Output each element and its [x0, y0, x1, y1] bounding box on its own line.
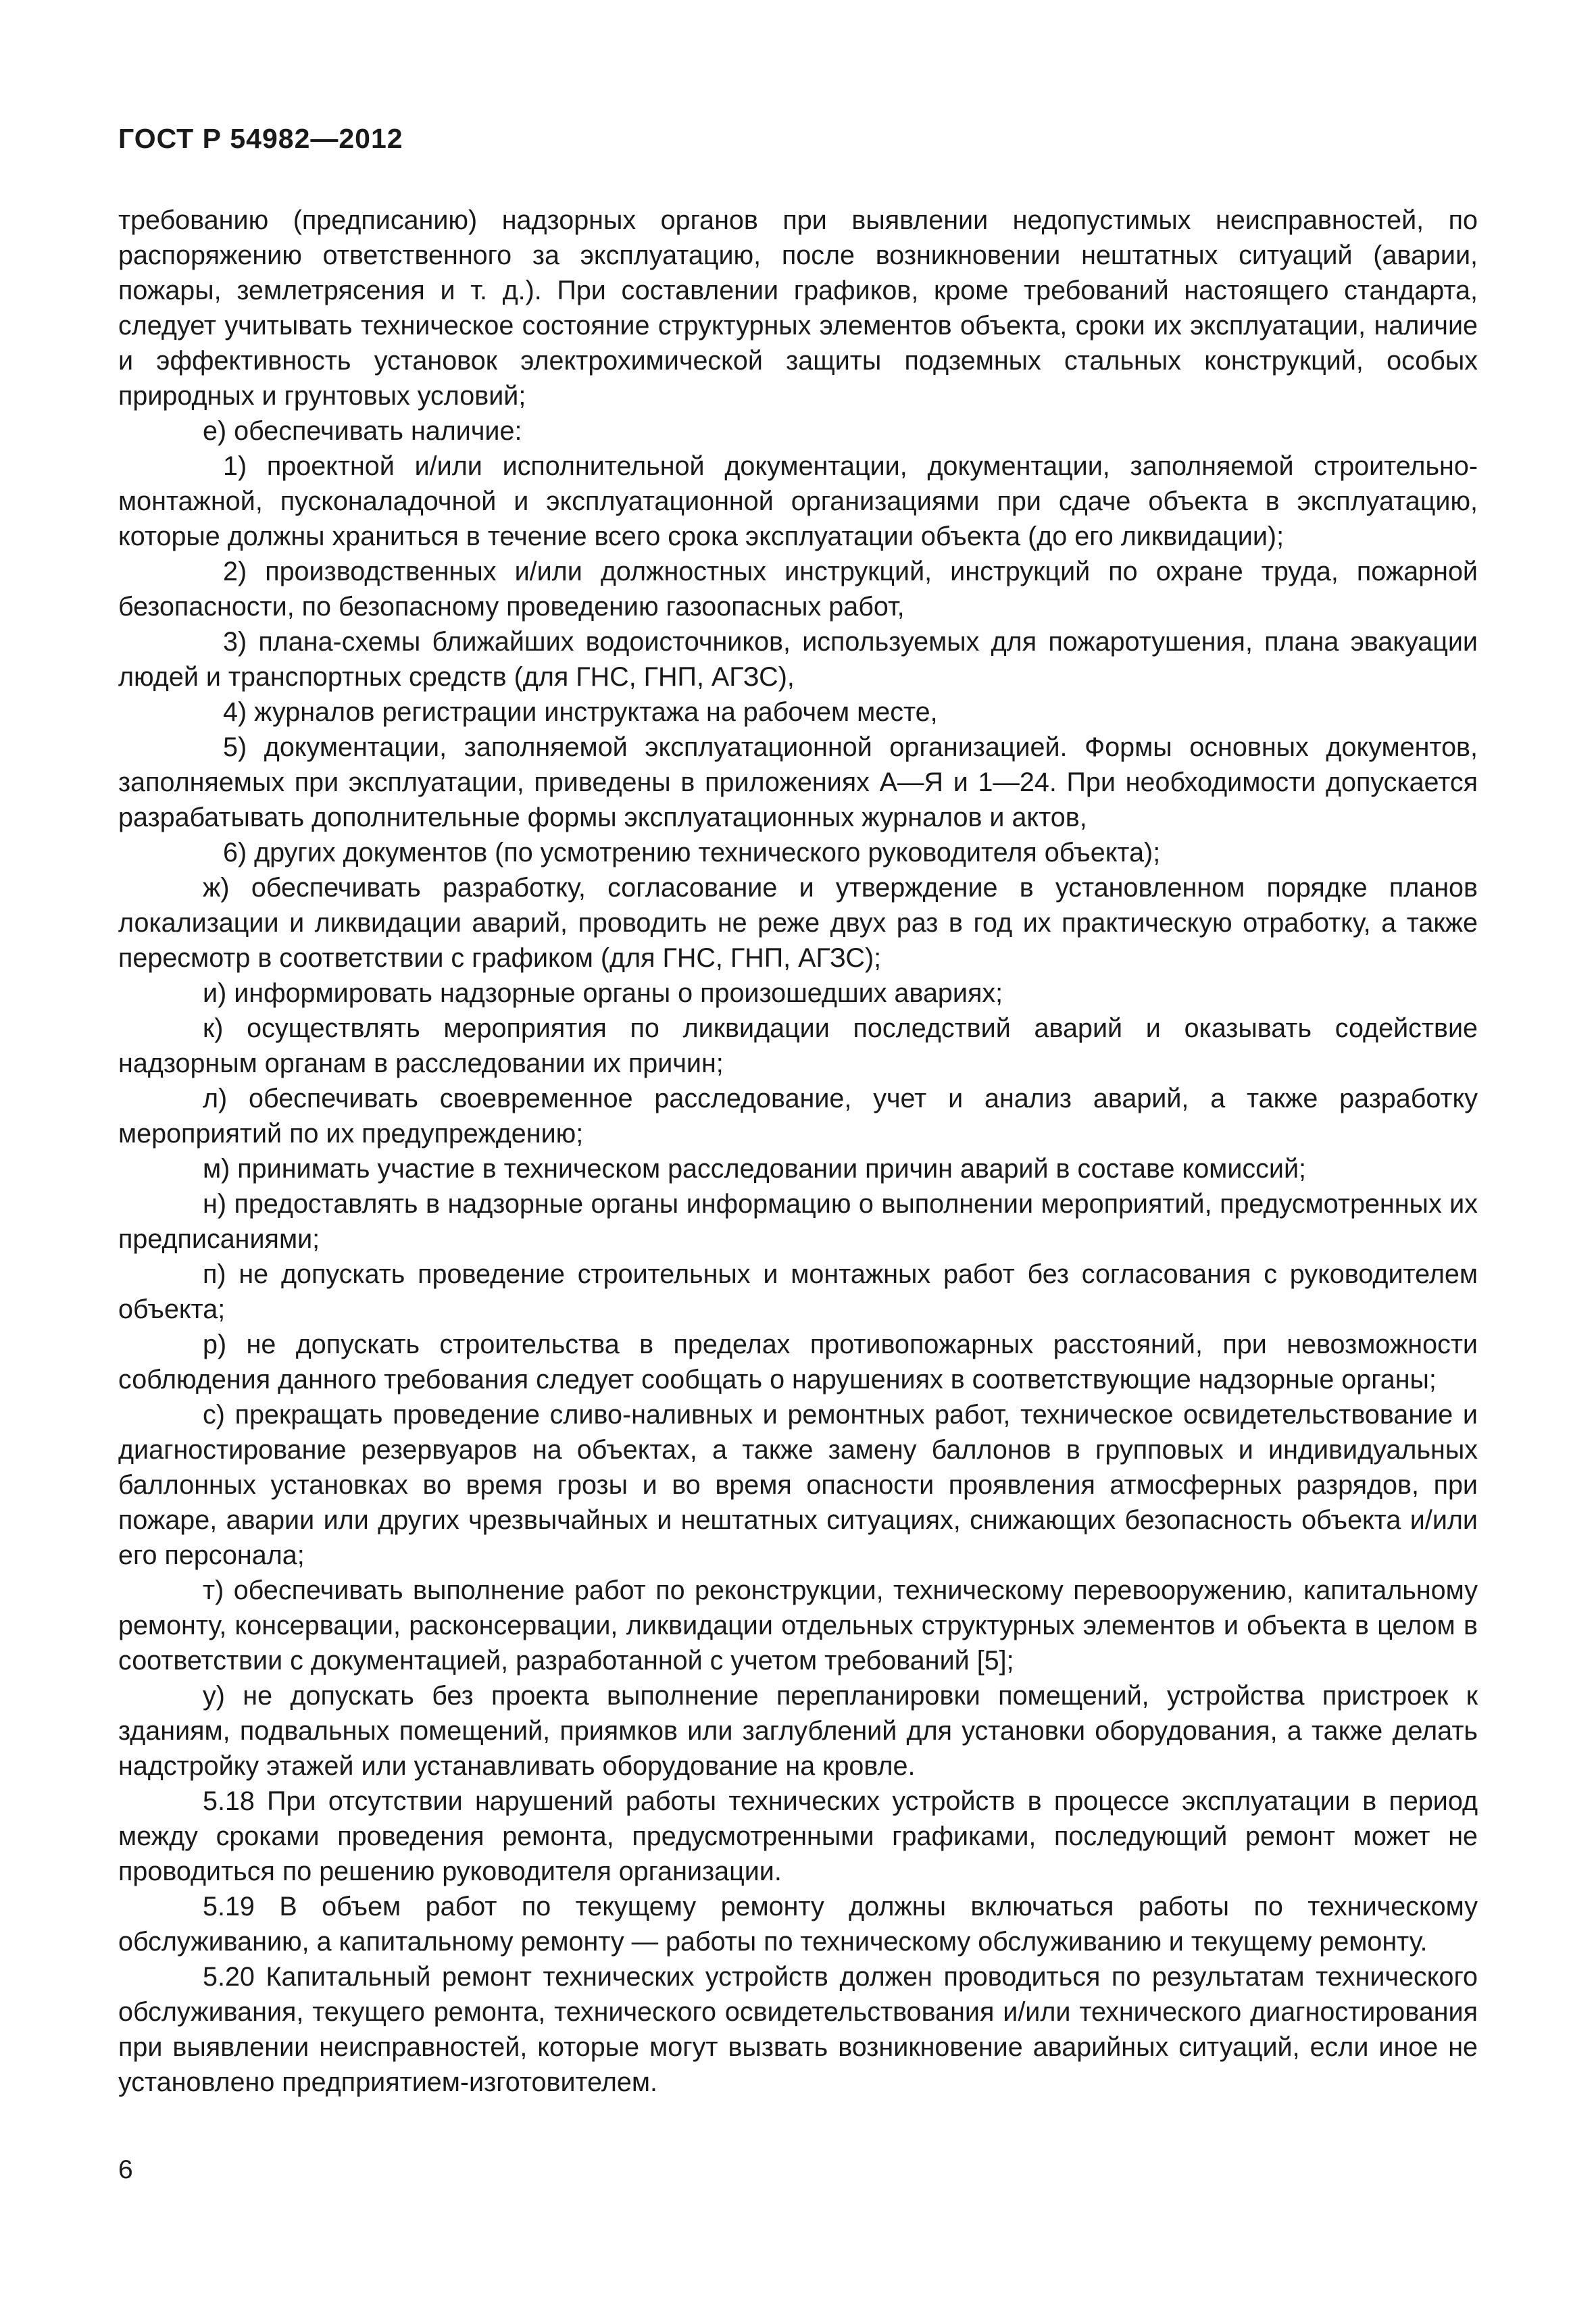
paragraph-item-k: к) осуществлять мероприятия по ликвидации последствий аварий и оказывать содействие надзорным органам в расследовании их причин; [118, 1013, 1478, 1078]
paragraph-item-r: р) не допускать строительства в пределах противопожарных расстояний, при невозможности соблюдения данного требования следует сообщать о нарушениях в соответствующие надзорные органы; [118, 1330, 1478, 1394]
paragraph-item-l: л) обеспечивать своевременное расследование, учет и анализ аварий, а также разработку мероприятий по их предупреждению; [118, 1084, 1478, 1149]
page-number: 6 [118, 2155, 133, 2184]
paragraph-item-u: у) не допускать без проекта выполнение перепланировки помещений, устройства пристроек к зданиям, подвальных помещений, приямков или заглублений для установки оборудования, а также делать надстройку этажей или устанавливать оборудование на кровле. [118, 1681, 1478, 1781]
document-body [118, 203, 1478, 2100]
paragraph-item-s: с) прекращать проведение сливо-наливных и ремонтных работ, техническое освидетельствование и диагностирование резервуаров на объектах, а также замену баллонов в групповых и индивидуальных баллонных установках во время грозы и во время опасности проявления атмосферных разрядов, при пожаре, аварии или других чрезвычайных и нештатных ситуациях, снижающих безопасность объекта и/или его персонала; [118, 1400, 1478, 1570]
paragraph-continuation: требованию (предписанию) надзорных органов при выявлении недопустимых неисправностей, по распоряжению ответственного за эксплуатацию, после возникновении нештатных ситуаций (аварии, пожары, землетрясения и т. д.). При составлении графиков, кроме требований настоящего стандарта, следует учитывать техническое состояние структурных элементов объекта, сроки их эксплуатации, наличие и эффективность установок электрохимической защиты подземных стальных конструкций, особых природных и грунтовых условий; [118, 205, 1478, 411]
paragraph-item-m: м) принимать участие в техническом расследовании причин аварий в составе комиссий; [203, 1154, 1307, 1184]
paragraph-item-t: т) обеспечивать выполнение работ по реконструкции, техническому перевооружению, капитальному ремонту, консервации, расконсервации, ликвидации отдельных структурных элементов и объекта в целом в соответствии с документацией, разработанной с учетом требований [5]; [118, 1576, 1478, 1676]
document-header: ГОСТ Р 54982—2012 [118, 123, 403, 154]
paragraph-item-p: п) не допускать проведение строительных и монтажных работ без согласования с руководителем объекта; [118, 1259, 1478, 1324]
paragraph-subitem-2: 2) производственных и/или должностных инструкций, инструкций по охране труда, пожарной безопасности, по безопасному проведению газоопасных работ, [118, 557, 1478, 622]
paragraph-item-e: е) обеспечивать наличие: [203, 416, 522, 446]
paragraph-subitem-4: 4) журналов регистрации инструктажа на рабочем месте, [223, 697, 938, 727]
clause-5-19: 5.19 В объем работ по текущему ремонту должны включаться работы по техническому обслуживанию, а капитальному ремонту — работы по техническому обслуживанию и текущему ремонту. [118, 1892, 1478, 1957]
paragraph-subitem-1: 1) проектной и/или исполнительной документации, документации, заполняемой строительно-монтажной, пусконаладочной и эксплуатационной организациями при сдаче объекта в эксплуатацию, которые должны храниться в течение всего срока эксплуатации объекта (до его ликвидации); [118, 451, 1478, 551]
paragraph-subitem-6: 6) других документов (по усмотрению технического руководителя объекта); [223, 838, 1161, 867]
clause-5-18: 5.18 При отсутствии нарушений работы технических устройств в процессе эксплуатации в период между сроками проведения ремонта, предусмотренными графиками, последующий ремонт может не проводиться по решению руководителя организации. [118, 1786, 1478, 1886]
paragraph-subitem-5: 5) документации, заполняемой эксплуатационной организацией. Формы основных документов, заполняемых при эксплуатации, приведены в приложениях А—Я и 1—24. При необходимости допускается разрабатывать дополнительные формы эксплуатационных журналов и актов, [118, 732, 1478, 832]
paragraph-item-zh: ж) обеспечивать разработку, согласование и утверждение в установленном порядке планов локализации и ликвидации аварий, проводить не реже двух раз в год их практическую отработку, а также пересмотр в соответствии с графиком (для ГНС, ГНП, АГЗС); [118, 873, 1478, 973]
paragraph-item-i: и) информировать надзорные органы о произошедших авариях; [203, 978, 1003, 1008]
paragraph-item-n: н) предоставлять в надзорные органы информацию о выполнении мероприятий, предусмотренных их предписаниями; [118, 1189, 1478, 1254]
clause-5-20: 5.20 Капитальный ремонт технических устройств должен проводиться по результатам технического обслуживания, текущего ремонта, технического освидетельствования и/или технического диагностирования при выявлении неисправностей, которые могут вызвать возникновение аварийных ситуаций, если иное не установлено предприятием-изготовителем. [118, 1962, 1478, 2097]
paragraph-subitem-3: 3) плана-схемы ближайших водоисточников, используемых для пожаротушения, плана эвакуации людей и транспортных средств (для ГНС, ГНП, АГЗС), [118, 627, 1478, 692]
